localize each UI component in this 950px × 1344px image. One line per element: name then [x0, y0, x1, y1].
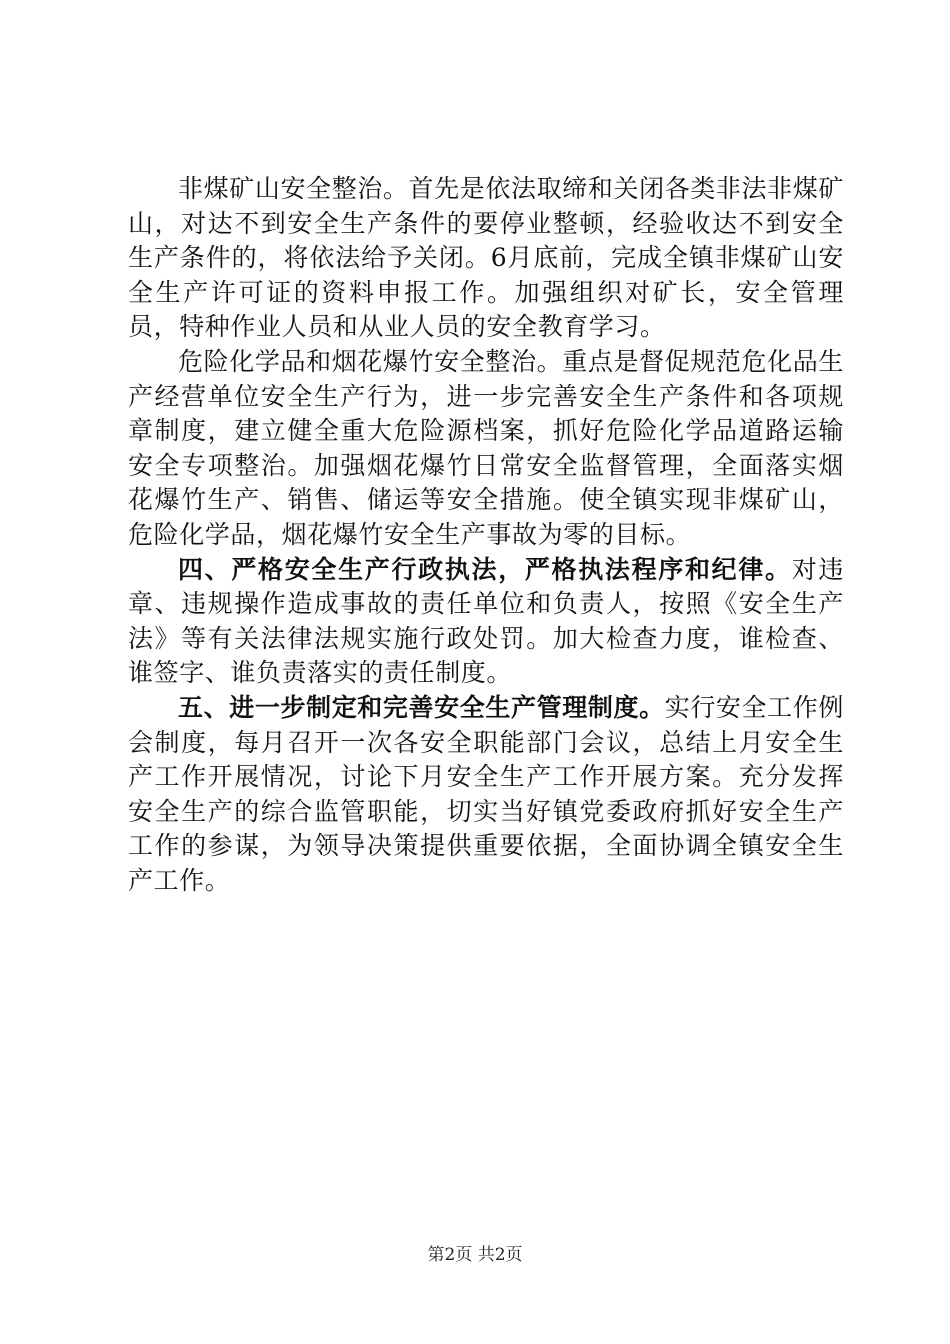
- section-heading-five: 五、进一步制定和完善安全生产管理制度。: [178, 692, 665, 722]
- document-body: [128, 172, 844, 898]
- section-heading-four: 四、严格安全生产行政执法，严格执法程序和纪律。: [178, 554, 792, 584]
- page-number-footer: 第2页 共2页: [427, 1245, 523, 1265]
- paragraph-non-coal-mine: [128, 172, 844, 345]
- paragraph-section-five: [128, 691, 844, 899]
- paragraph-section-four: [128, 553, 844, 691]
- paragraph-hazardous-chemicals: [128, 345, 844, 553]
- paragraph-text: 危险化学品和烟花爆竹安全整治。重点是督促规范危化品生产经营单位安全生产行为，进一步完善安全生产条件和各项规章制度，建立健全重大危险源档案，抓好危险化学品道路运输安全专项整治。加强烟花爆竹日常安全监督管理，全面落实烟花爆竹生产、销售、储运等安全措施。使全镇实现非煤矿山，危险化学品，烟花爆竹安全生产事故为零的目标。: [128, 346, 844, 549]
- paragraph-text: 非煤矿山安全整治。首先是依法取缔和关闭各类非法非煤矿山，对达不到安全生产条件的要停业整顿，经验收达不到安全生产条件的，将依法给予关闭。6月底前，完成全镇非煤矿山安全生产许可证的资料申报工作。加强组织对矿长，安全管理员，特种作业人员和从业人员的安全教育学习。: [128, 174, 844, 342]
- paragraph-text: 实行安全工作例会制度，每月召开一次各安全职能部门会议，总结上月安全生产工作开展情况，讨论下月安全生产工作开展方案。充分发挥安全生产的综合监管职能，切实当好镇党委政府抓好安全生产工作的参谋，为领导决策提供重要依据，全面协调全镇安全生产工作。: [128, 692, 844, 895]
- paragraph-text: 对违章、违规操作造成事故的责任单位和负责人，按照《安全生产法》等有关法律法规实施行政处罚。加大检查力度，谁检查、谁签字、谁负责落实的责任制度。: [128, 554, 845, 688]
